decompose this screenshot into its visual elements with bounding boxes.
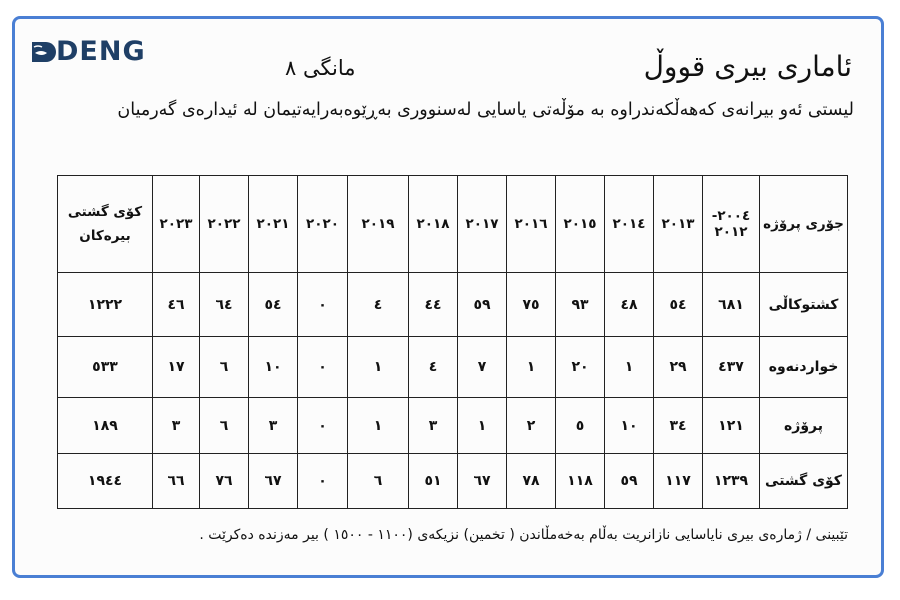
table-cell: ٣ (409, 398, 458, 454)
table-cell: ٢٠ (556, 337, 605, 398)
logo-drop-icon (30, 38, 58, 66)
row-label: کشتوکاڵی (760, 273, 848, 337)
table-cell: ٦٦ (153, 454, 200, 509)
table-row (58, 337, 848, 398)
table-cell: ٠ (298, 454, 348, 509)
table-cell: ٤ (348, 273, 409, 337)
header-year: ٢٠١٧ (458, 176, 507, 273)
table-cell: ٤ (409, 337, 458, 398)
header-total-wells: کۆی گشتی بیرەکان (58, 176, 153, 273)
logo (30, 36, 146, 67)
row-total-cell: ١٩٤٤ (58, 454, 153, 509)
table-cell: ١٠ (605, 398, 654, 454)
table-cell: ٩٣ (556, 273, 605, 337)
table-cell: ٣٤ (654, 398, 703, 454)
table-cell: ٥٤ (249, 273, 298, 337)
header-project-type: جۆری پرۆژە (760, 176, 848, 273)
table-cell: ٥١ (409, 454, 458, 509)
table-cell: ٧٦ (200, 454, 249, 509)
table-cell: ٥ (556, 398, 605, 454)
table-cell: ٤٣٧ (703, 337, 760, 398)
table-cell: ٢ (507, 398, 556, 454)
table-cell: ١ (605, 337, 654, 398)
page-subtitle: لیستی ئەو بیرانەی کەهەڵکەندراوە بە مۆڵەتی یاسایی لەسنووری بەڕێوەبەرایەتیمان لە ئیدارەی گەرمیان (117, 100, 854, 120)
table-cell: ٠ (298, 337, 348, 398)
table-cell: ٠ (298, 398, 348, 454)
table-cell: ٧٥ (507, 273, 556, 337)
table-cell: ٣ (249, 398, 298, 454)
page-title: ئاماری بیری قووڵ (643, 50, 852, 83)
table-cell: ١٠ (249, 337, 298, 398)
table-cell: ٤٨ (605, 273, 654, 337)
table-cell: ١ (507, 337, 556, 398)
table-cell: ١ (348, 398, 409, 454)
table-cell: ٦٨١ (703, 273, 760, 337)
row-label: پرۆژە (760, 398, 848, 454)
table-row (58, 273, 848, 337)
header-year: ٢٠١٣ (654, 176, 703, 273)
table-cell: ١١٧ (654, 454, 703, 509)
table-cell: ٣ (153, 398, 200, 454)
table-cell: ٢٩ (654, 337, 703, 398)
table-cell: ٠ (298, 273, 348, 337)
table-cell: ١ (348, 337, 409, 398)
row-total-cell: ٥٣٣ (58, 337, 153, 398)
table-cell: ٧ (458, 337, 507, 398)
table-cell: ٥٩ (458, 273, 507, 337)
row-total-cell: ١٢٢٢ (58, 273, 153, 337)
header-year: ٢٠٢٢ (200, 176, 249, 273)
table-cell: ٦٤ (200, 273, 249, 337)
row-total-cell: ١٨٩ (58, 398, 153, 454)
table-cell: ١٢٣٩ (703, 454, 760, 509)
header-year: ٢٠٢٣ (153, 176, 200, 273)
table-header-row (58, 176, 848, 273)
table-cell: ٤٦ (153, 273, 200, 337)
table-row (58, 398, 848, 454)
row-label: خواردنەوە (760, 337, 848, 398)
table-cell: ٧٨ (507, 454, 556, 509)
table-cell: ١٢١ (703, 398, 760, 454)
header-year: ٢٠١٤ (605, 176, 654, 273)
table-cell: ٤٤ (409, 273, 458, 337)
table-row (58, 454, 848, 509)
table-cell: ٦٧ (458, 454, 507, 509)
table-cell: ٦ (200, 337, 249, 398)
header-year: ٢٠١٩ (348, 176, 409, 273)
wells-statistics-table (57, 175, 848, 509)
month-label: مانگی ٨ (285, 56, 356, 80)
table-cell: ٦٧ (249, 454, 298, 509)
header-period: ٢٠٠٤- ٢٠١٢ (703, 176, 760, 273)
table-cell: ٥٩ (605, 454, 654, 509)
row-label: کۆی گشتی (760, 454, 848, 509)
footnote: تێبینی / ژمارەی بیری نایاسایی نازانریت بەڵام بەخەمڵاندن ( تخمین) نزیکەی (١١٠٠ - ١٥٠٠ ) بیر مەزندە دەکرێت . (199, 527, 848, 543)
header-year: ٢٠١٦ (507, 176, 556, 273)
header-year: ٢٠١٥ (556, 176, 605, 273)
table-cell: ٦ (200, 398, 249, 454)
table-cell: ١ (458, 398, 507, 454)
table-cell: ٦ (348, 454, 409, 509)
header-year: ٢٠٢١ (249, 176, 298, 273)
table-cell: ١٧ (153, 337, 200, 398)
table-cell: ٥٤ (654, 273, 703, 337)
header-year: ٢٠١٨ (409, 176, 458, 273)
table-cell: ١١٨ (556, 454, 605, 509)
header-year: ٢٠٢٠ (298, 176, 348, 273)
logo-text: DENG (56, 36, 146, 67)
